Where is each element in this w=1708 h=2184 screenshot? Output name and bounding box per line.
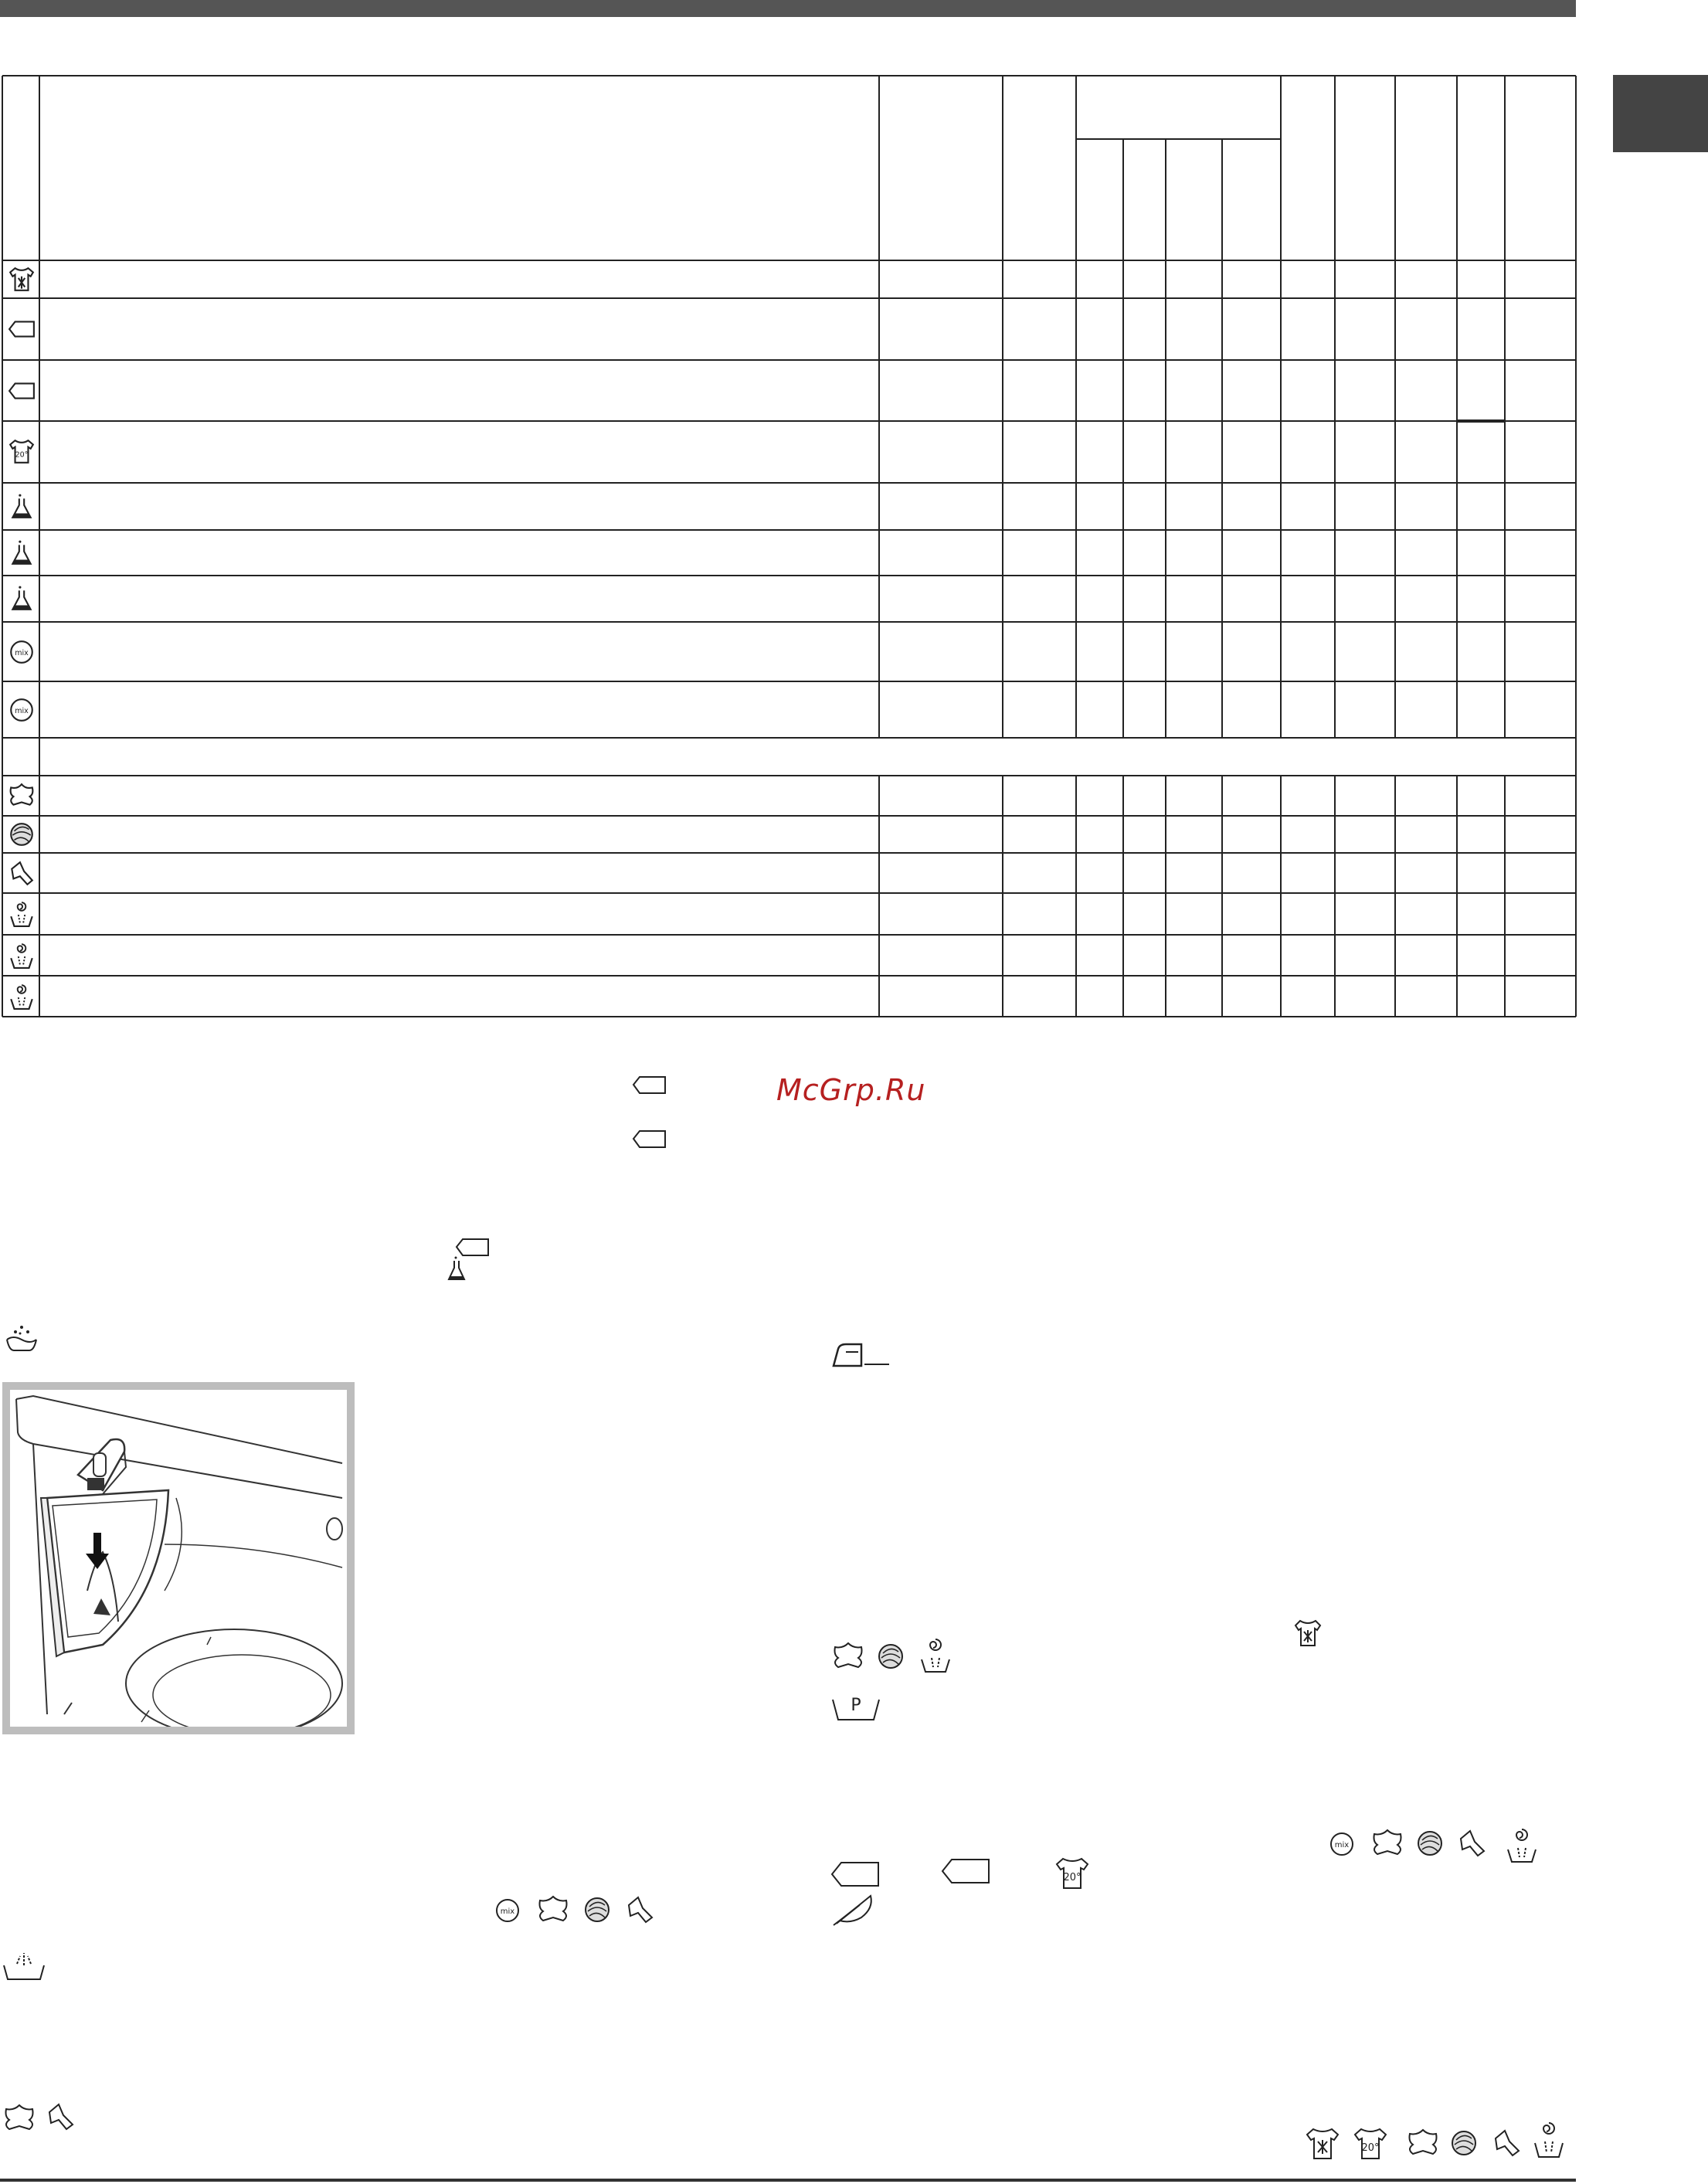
svg-text:20°: 20° xyxy=(1063,1872,1082,1883)
iron-icon xyxy=(830,1341,892,1369)
wool-bush-icon xyxy=(1370,1828,1405,1859)
delicates-tag-icon xyxy=(8,375,36,406)
wool-bush-icon xyxy=(1405,2128,1441,2159)
silk-icon xyxy=(1456,1828,1487,1859)
cotton-flask-icon xyxy=(8,538,36,569)
mix-icon xyxy=(8,637,36,667)
svg-text:20°: 20° xyxy=(15,450,29,460)
detergent-dispenser-illustration xyxy=(10,1390,347,1727)
rinse-spin-icon xyxy=(8,981,36,1012)
rinse-spin-icon xyxy=(1504,1826,1540,1865)
delicates-tag-icon xyxy=(632,1075,667,1095)
wool-bush-icon xyxy=(535,1894,571,1925)
wool-bush-icon xyxy=(2,2103,37,2134)
tshirt-20-icon xyxy=(8,436,36,467)
header-mask xyxy=(1164,76,1167,138)
delicates-tag-icon xyxy=(8,314,36,345)
silk-icon xyxy=(8,858,36,888)
silk-icon xyxy=(45,2101,76,2132)
wool-ball-icon xyxy=(877,1642,905,1670)
svg-text:mix: mix xyxy=(500,1907,515,1916)
wool-ball-icon xyxy=(1416,1829,1444,1857)
rinse-spin-icon xyxy=(8,940,36,971)
silk-icon xyxy=(624,1894,655,1925)
tshirt-star-icon xyxy=(8,264,36,295)
svg-text:20°: 20° xyxy=(1361,2142,1380,2154)
delicates-tag-icon xyxy=(941,1858,992,1886)
crystal-basin-icon xyxy=(5,1323,39,1354)
rinse-spin-icon xyxy=(918,1636,953,1675)
cotton-flask-icon xyxy=(447,1256,467,1282)
cotton-flask-icon xyxy=(8,583,36,614)
rinse-basin-icon xyxy=(2,1948,46,1984)
detergent-dispenser-figure xyxy=(2,1382,355,1734)
delicates-tag-icon xyxy=(455,1238,491,1258)
feather-icon xyxy=(830,1893,877,1928)
tshirt-20-icon xyxy=(1054,1856,1091,1891)
rinse-spin-icon xyxy=(1531,2120,1567,2162)
mix-icon xyxy=(8,695,36,725)
header-mask xyxy=(1221,76,1224,138)
wool-ball-icon xyxy=(583,1896,611,1924)
rinse-spin-icon xyxy=(8,898,36,929)
svg-text:P: P xyxy=(851,1696,861,1715)
svg-text:mix: mix xyxy=(1334,1841,1350,1849)
svg-text:mix: mix xyxy=(15,706,29,715)
wool-bush-icon xyxy=(830,1641,866,1672)
delicates-tag-icon xyxy=(632,1129,667,1150)
watermark: McGrp.Ru xyxy=(776,1073,926,1107)
wool-ball-icon xyxy=(1450,2129,1478,2157)
delicates-tag-icon xyxy=(830,1861,881,1889)
cotton-flask-icon xyxy=(8,491,36,522)
tshirt-star-icon xyxy=(1292,1618,1323,1649)
tshirt-star-icon xyxy=(1304,2126,1341,2162)
wool-ball-icon xyxy=(8,819,36,850)
tshirt-20-icon xyxy=(1352,2126,1389,2162)
prewash-basin-icon xyxy=(830,1689,881,1723)
mix-icon xyxy=(494,1897,521,1924)
programme-table xyxy=(0,0,1708,1027)
silk-icon xyxy=(1491,2128,1522,2159)
mix-icon xyxy=(1327,1831,1357,1857)
wool-bush-icon xyxy=(8,780,36,811)
header-mask xyxy=(1122,76,1125,138)
svg-text:mix: mix xyxy=(15,648,29,657)
footer-rule xyxy=(0,2179,1576,2182)
